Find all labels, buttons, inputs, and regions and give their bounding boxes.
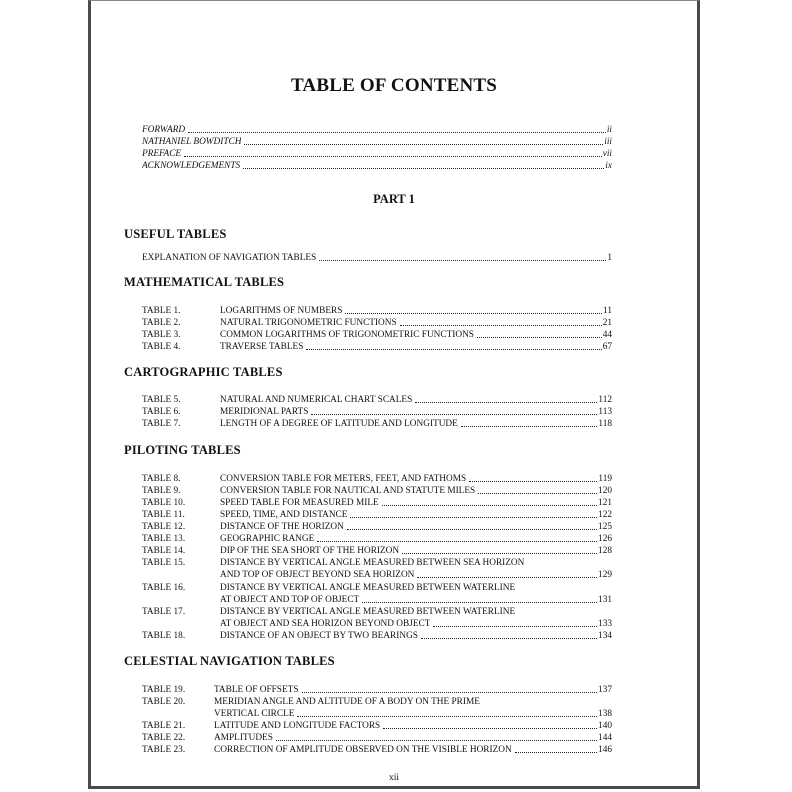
toc-entry-table-18[interactable]	[142, 630, 612, 642]
entry-title: TABLE OF OFFSETS	[214, 685, 299, 695]
entry-number: TABLE 20.	[142, 697, 186, 707]
entry-page: 146	[598, 745, 612, 755]
entry-title: PREFACE	[142, 149, 182, 159]
document-page	[88, 0, 700, 789]
toc-entry-table-15-line1	[142, 557, 524, 569]
toc-entry-table-13[interactable]	[142, 533, 612, 545]
entry-page: 112	[598, 395, 612, 405]
toc-entry-table-21[interactable]	[142, 720, 612, 732]
dot-leader	[400, 325, 602, 326]
toc-entry-table-4[interactable]	[142, 341, 612, 353]
dot-leader	[382, 505, 597, 506]
toc-entry-table-16[interactable]	[220, 594, 612, 606]
dot-leader	[244, 144, 603, 145]
dot-leader	[421, 638, 597, 639]
dot-leader	[402, 553, 597, 554]
dot-leader	[469, 481, 597, 482]
dot-leader	[188, 132, 606, 133]
toc-entry-table-23[interactable]	[142, 744, 612, 756]
entry-number: TABLE 3.	[142, 330, 181, 340]
entry-page: 137	[598, 685, 612, 695]
entry-title: NATURAL TRIGONOMETRIC FUNCTIONS	[220, 318, 397, 328]
entry-title: DIP OF THE SEA SHORT OF THE HORIZON	[220, 546, 400, 556]
entry-title: TRAVERSE TABLES	[220, 342, 304, 352]
entry-number: TABLE 6.	[142, 407, 181, 417]
entry-number: TABLE 18.	[142, 631, 186, 641]
toc-entry-table-3[interactable]	[142, 329, 612, 341]
entry-page: 133	[598, 619, 612, 629]
entry-title: NATHANIEL BOWDITCH	[142, 137, 242, 147]
toc-entry-table-20[interactable]	[214, 708, 612, 720]
section-heading-mathematical: MATHEMATICAL TABLES	[124, 275, 285, 289]
entry-title: SPEED TABLE FOR MEASURED MILE	[220, 498, 379, 508]
entry-title: AMPLITUDES	[214, 733, 273, 743]
dot-leader	[345, 313, 602, 314]
entry-title: SPEED, TIME, AND DISTANCE	[220, 510, 348, 520]
entry-title: CONVERSION TABLE FOR METERS, FEET, AND FATHOMS	[220, 474, 467, 484]
entry-page: 125	[598, 522, 612, 532]
section-heading-piloting: PILOTING TABLES	[124, 443, 241, 457]
dot-leader	[383, 728, 597, 729]
dot-leader	[415, 402, 597, 403]
entry-title-continued: VERTICAL CIRCLE	[214, 709, 295, 719]
dot-leader	[243, 168, 604, 169]
entry-number: TABLE 9.	[142, 486, 181, 496]
entry-number: TABLE 2.	[142, 318, 181, 328]
entry-title: DISTANCE BY VERTICAL ANGLE MEASURED BETWEEN WATERLINE	[220, 607, 516, 617]
entry-page: 122	[598, 510, 612, 520]
entry-title: DISTANCE BY VERTICAL ANGLE MEASURED BETWEEN WATERLINE	[220, 583, 516, 593]
toc-entry-table-8[interactable]	[142, 473, 612, 485]
entry-title: COMMON LOGARITHMS OF TRIGONOMETRIC FUNCTIONS	[220, 330, 474, 340]
dot-leader	[302, 692, 598, 693]
dot-leader	[362, 602, 597, 603]
entry-number: TABLE 15.	[142, 558, 186, 568]
entry-number: TABLE 14.	[142, 546, 186, 556]
entry-page: 128	[598, 546, 612, 556]
entry-page: 67	[602, 342, 612, 352]
page-number: xii	[388, 773, 400, 783]
entry-title: LOGARITHMS OF NUMBERS	[220, 306, 343, 316]
toc-entry-table-17-line1	[142, 606, 515, 618]
toc-entry-table-10[interactable]	[142, 497, 612, 509]
entry-title: DISTANCE OF AN OBJECT BY TWO BEARINGS	[220, 631, 418, 641]
toc-entry-table-19[interactable]	[142, 684, 612, 696]
entry-title: MERIDIONAL PARTS	[220, 407, 309, 417]
entry-page: 120	[598, 486, 612, 496]
entry-number: TABLE 8.	[142, 474, 181, 484]
toc-entry-table-17[interactable]	[220, 618, 612, 630]
toc-entry-table-14[interactable]	[142, 545, 612, 557]
entry-number: TABLE 4.	[142, 342, 181, 352]
part-heading: PART 1	[373, 192, 415, 206]
dot-leader	[311, 414, 597, 415]
entry-number: TABLE 16.	[142, 583, 186, 593]
toc-entry-table-6[interactable]	[142, 406, 612, 418]
entry-title: MERIDIAN ANGLE AND ALTITUDE OF A BODY ON THE PRIME	[214, 697, 480, 707]
toc-entry-preface[interactable]	[142, 148, 612, 160]
entry-title: ACKNOWLEDGEMENTS	[142, 161, 241, 171]
entry-page: 140	[598, 721, 612, 731]
toc-entry-table-2[interactable]	[142, 317, 612, 329]
toc-entry-forward[interactable]	[142, 124, 612, 136]
entry-title: CORRECTION OF AMPLITUDE OBSERVED ON THE VISIBLE HORIZON	[214, 745, 512, 755]
toc-entry-explanation[interactable]	[142, 252, 612, 264]
dot-leader	[347, 529, 597, 530]
entry-title-continued: AT OBJECT AND TOP OF OBJECT	[220, 595, 360, 605]
entry-page: 138	[598, 709, 612, 719]
toc-entry-table-12[interactable]	[142, 521, 612, 533]
dot-leader	[515, 752, 597, 753]
entry-page: 131	[598, 595, 612, 605]
toc-entry-table-20-line1	[142, 696, 480, 708]
dot-leader	[297, 716, 597, 717]
entry-page: 118	[598, 419, 612, 429]
dot-leader	[184, 156, 602, 157]
entry-page: 11	[603, 306, 612, 316]
entry-page: 129	[598, 570, 612, 580]
entry-number: TABLE 17.	[142, 607, 186, 617]
entry-title: LATITUDE AND LONGITUDE FACTORS	[214, 721, 381, 731]
entry-page: ii	[606, 125, 612, 135]
entry-page: iii	[604, 137, 612, 147]
entry-title: LENGTH OF A DEGREE OF LATITUDE AND LONGITUDE	[220, 419, 458, 429]
entry-number: TABLE 10.	[142, 498, 186, 508]
entry-page: 1	[607, 253, 612, 263]
toc-entry-acknowledgements[interactable]	[142, 160, 612, 172]
entry-number: TABLE 11.	[142, 510, 185, 520]
toc-entry-table-16-line1	[142, 582, 515, 594]
dot-leader	[417, 577, 597, 578]
toc-entry-nathaniel-bowditch[interactable]	[142, 136, 612, 148]
entry-page: ix	[605, 161, 612, 171]
entry-number: TABLE 19.	[142, 685, 186, 695]
entry-title: DISTANCE OF THE HORIZON	[220, 522, 344, 532]
dot-leader	[319, 260, 606, 261]
section-heading-celestial: CELESTIAL NAVIGATION TABLES	[124, 654, 335, 668]
entry-page: 21	[602, 318, 612, 328]
entry-title: GEOGRAPHIC RANGE	[220, 534, 315, 544]
entry-page: 121	[598, 498, 612, 508]
entry-title: EXPLANATION OF NAVIGATION TABLES	[142, 253, 317, 263]
toc-entry-table-1[interactable]	[142, 305, 612, 317]
entry-number: TABLE 1.	[142, 306, 181, 316]
entry-number: TABLE 12.	[142, 522, 186, 532]
entry-number: TABLE 22.	[142, 733, 186, 743]
dot-leader	[306, 349, 601, 350]
entry-page: 134	[598, 631, 612, 641]
dot-leader	[433, 626, 597, 627]
entry-title: CONVERSION TABLE FOR NAUTICAL AND STATUTE MILES	[220, 486, 476, 496]
entry-page: vii	[602, 149, 612, 159]
dot-leader	[477, 337, 602, 338]
toc-entry-table-22[interactable]	[142, 732, 612, 744]
section-heading-useful: USEFUL TABLES	[124, 227, 227, 241]
entry-page: 119	[598, 474, 612, 484]
dot-leader	[478, 493, 597, 494]
entry-page: 126	[598, 534, 612, 544]
toc-entry-table-5[interactable]	[142, 394, 612, 406]
section-heading-cartographic: CARTOGRAPHIC TABLES	[124, 365, 283, 379]
toc-entry-table-11[interactable]	[142, 509, 612, 521]
page-title: TABLE OF CONTENTS	[290, 75, 498, 96]
entry-title: NATURAL AND NUMERICAL CHART SCALES	[220, 395, 413, 405]
entry-title: FORWARD	[142, 125, 186, 135]
dot-leader	[276, 740, 597, 741]
entry-number: TABLE 5.	[142, 395, 181, 405]
entry-number: TABLE 21.	[142, 721, 186, 731]
dot-leader	[350, 517, 597, 518]
dot-leader	[317, 541, 597, 542]
dot-leader	[461, 426, 598, 427]
entry-number: TABLE 13.	[142, 534, 186, 544]
entry-number: TABLE 7.	[142, 419, 181, 429]
entry-number: TABLE 23.	[142, 745, 186, 755]
entry-page: 113	[598, 407, 612, 417]
entry-title-continued: AT OBJECT AND SEA HORIZON BEYOND OBJECT	[220, 619, 431, 629]
entry-page: 44	[602, 330, 612, 340]
toc-entry-table-7[interactable]	[142, 418, 612, 430]
toc-entry-table-9[interactable]	[142, 485, 612, 497]
entry-title-continued: AND TOP OF OBJECT BEYOND SEA HORIZON	[220, 570, 415, 580]
toc-entry-table-15[interactable]	[220, 569, 612, 581]
entry-title: DISTANCE BY VERTICAL ANGLE MEASURED BETWEEN SEA HORIZON	[220, 558, 525, 568]
entry-page: 144	[598, 733, 612, 743]
